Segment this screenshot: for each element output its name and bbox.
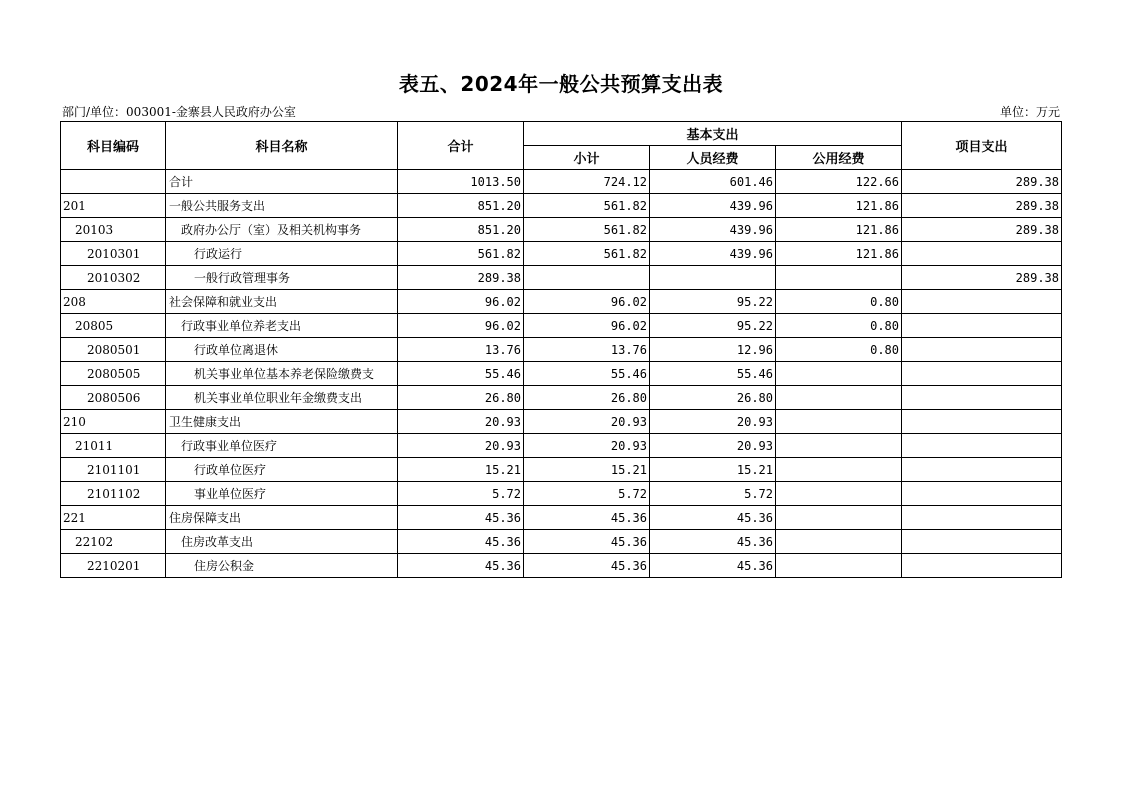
cell-public: 121.86 (776, 218, 902, 242)
table-row (61, 482, 1062, 506)
table-row (61, 338, 1062, 362)
cell-personnel (650, 266, 776, 290)
cell-personnel: 601.46 (650, 170, 776, 194)
cell-subtotal: 96.02 (524, 314, 650, 338)
table-row (61, 410, 1062, 434)
table-row (61, 362, 1062, 386)
cell-subtotal: 724.12 (524, 170, 650, 194)
cell-subtotal: 45.36 (524, 506, 650, 530)
cell-subtotal (524, 266, 650, 290)
cell-total: 5.72 (398, 482, 524, 506)
cell-public (776, 410, 902, 434)
cell-project (902, 242, 1062, 266)
cell-total: 20.93 (398, 410, 524, 434)
cell-code: 201 (61, 194, 166, 218)
cell-total: 851.20 (398, 218, 524, 242)
header-basic: 基本支出 (524, 122, 902, 146)
cell-name: 政府办公厅（室）及相关机构事务 (166, 218, 398, 242)
table-row (61, 554, 1062, 578)
cell-personnel: 12.96 (650, 338, 776, 362)
cell-total: 1013.50 (398, 170, 524, 194)
cell-total: 561.82 (398, 242, 524, 266)
cell-name: 住房改革支出 (166, 530, 398, 554)
cell-project (902, 338, 1062, 362)
cell-subtotal: 13.76 (524, 338, 650, 362)
cell-total: 13.76 (398, 338, 524, 362)
table-row (61, 314, 1062, 338)
cell-total: 55.46 (398, 362, 524, 386)
header-total: 合计 (398, 122, 524, 170)
table-row (61, 266, 1062, 290)
cell-name: 机关事业单位职业年金缴费支出 (166, 386, 398, 410)
header-project: 项目支出 (902, 122, 1062, 170)
cell-code: 2010302 (61, 266, 166, 290)
table-row (61, 386, 1062, 410)
cell-personnel: 26.80 (650, 386, 776, 410)
cell-total: 45.36 (398, 530, 524, 554)
cell-project (902, 410, 1062, 434)
cell-code: 22102 (61, 530, 166, 554)
department-unit-label: 部门/单位：003001-金寨县人民政府办公室 (62, 105, 296, 119)
cell-project (902, 290, 1062, 314)
cell-code: 2101102 (61, 482, 166, 506)
table-row (61, 290, 1062, 314)
cell-public (776, 362, 902, 386)
cell-public: 122.66 (776, 170, 902, 194)
cell-name: 卫生健康支出 (166, 410, 398, 434)
cell-code: 2080506 (61, 386, 166, 410)
cell-personnel: 45.36 (650, 554, 776, 578)
cell-name: 社会保障和就业支出 (166, 290, 398, 314)
cell-personnel: 439.96 (650, 218, 776, 242)
table-row (61, 242, 1062, 266)
cell-project (902, 386, 1062, 410)
cell-total: 45.36 (398, 554, 524, 578)
cell-personnel: 20.93 (650, 434, 776, 458)
cell-code: 2080501 (61, 338, 166, 362)
table-row (61, 530, 1062, 554)
cell-total: 20.93 (398, 434, 524, 458)
cell-code: 2101101 (61, 458, 166, 482)
cell-code: 2080505 (61, 362, 166, 386)
money-unit-label: 单位：万元 (999, 105, 1060, 119)
cell-name: 行政运行 (166, 242, 398, 266)
cell-code: 2010301 (61, 242, 166, 266)
header-public: 公用经费 (776, 146, 902, 170)
cell-code: 20103 (61, 218, 166, 242)
table-body (61, 170, 1062, 578)
cell-personnel: 95.22 (650, 314, 776, 338)
cell-subtotal: 96.02 (524, 290, 650, 314)
cell-name: 行政事业单位养老支出 (166, 314, 398, 338)
cell-name: 一般公共服务支出 (166, 194, 398, 218)
cell-public (776, 386, 902, 410)
cell-name: 事业单位医疗 (166, 482, 398, 506)
table-row (61, 170, 1062, 194)
table-row (61, 194, 1062, 218)
cell-public (776, 530, 902, 554)
header-personnel: 人员经费 (650, 146, 776, 170)
cell-public: 0.80 (776, 290, 902, 314)
cell-subtotal: 55.46 (524, 362, 650, 386)
cell-subtotal: 15.21 (524, 458, 650, 482)
cell-public: 121.86 (776, 194, 902, 218)
cell-subtotal: 45.36 (524, 530, 650, 554)
table-row (61, 218, 1062, 242)
cell-code: 20805 (61, 314, 166, 338)
document-title: 表五、2024年一般公共预算支出表 (398, 72, 724, 96)
table-row (61, 506, 1062, 530)
cell-personnel: 5.72 (650, 482, 776, 506)
cell-project: 289.38 (902, 266, 1062, 290)
cell-subtotal: 561.82 (524, 242, 650, 266)
cell-total: 26.80 (398, 386, 524, 410)
cell-total: 96.02 (398, 314, 524, 338)
cell-project (902, 458, 1062, 482)
cell-code (61, 170, 166, 194)
header-name: 科目名称 (166, 122, 398, 170)
cell-public: 0.80 (776, 314, 902, 338)
cell-project: 289.38 (902, 170, 1062, 194)
cell-subtotal: 5.72 (524, 482, 650, 506)
cell-code: 2210201 (61, 554, 166, 578)
cell-subtotal: 20.93 (524, 434, 650, 458)
header-subtotal: 小计 (524, 146, 650, 170)
cell-public (776, 506, 902, 530)
budget-table (60, 121, 1062, 578)
table-row (61, 434, 1062, 458)
cell-public: 0.80 (776, 338, 902, 362)
cell-code: 210 (61, 410, 166, 434)
cell-code: 208 (61, 290, 166, 314)
cell-project (902, 314, 1062, 338)
cell-total: 15.21 (398, 458, 524, 482)
cell-public (776, 554, 902, 578)
header-code: 科目编码 (61, 122, 166, 170)
cell-project (902, 362, 1062, 386)
cell-project (902, 530, 1062, 554)
cell-name: 行政单位医疗 (166, 458, 398, 482)
cell-public (776, 434, 902, 458)
cell-subtotal: 26.80 (524, 386, 650, 410)
cell-name: 机关事业单位基本养老保险缴费支 (166, 362, 398, 386)
table-row (61, 458, 1062, 482)
cell-public (776, 266, 902, 290)
cell-public (776, 458, 902, 482)
cell-subtotal: 45.36 (524, 554, 650, 578)
cell-subtotal: 20.93 (524, 410, 650, 434)
cell-personnel: 15.21 (650, 458, 776, 482)
cell-total: 289.38 (398, 266, 524, 290)
cell-project (902, 434, 1062, 458)
cell-project: 289.38 (902, 218, 1062, 242)
cell-project (902, 482, 1062, 506)
cell-name: 合计 (166, 170, 398, 194)
cell-personnel: 45.36 (650, 530, 776, 554)
cell-personnel: 439.96 (650, 242, 776, 266)
cell-name: 行政事业单位医疗 (166, 434, 398, 458)
cell-name: 行政单位离退休 (166, 338, 398, 362)
cell-total: 45.36 (398, 506, 524, 530)
cell-code: 221 (61, 506, 166, 530)
cell-personnel: 45.36 (650, 506, 776, 530)
cell-name: 住房保障支出 (166, 506, 398, 530)
cell-name: 住房公积金 (166, 554, 398, 578)
cell-total: 96.02 (398, 290, 524, 314)
cell-subtotal: 561.82 (524, 194, 650, 218)
cell-code: 21011 (61, 434, 166, 458)
cell-personnel: 20.93 (650, 410, 776, 434)
cell-project (902, 506, 1062, 530)
cell-personnel: 439.96 (650, 194, 776, 218)
cell-personnel: 55.46 (650, 362, 776, 386)
cell-public: 121.86 (776, 242, 902, 266)
cell-project (902, 554, 1062, 578)
cell-personnel: 95.22 (650, 290, 776, 314)
cell-public (776, 482, 902, 506)
cell-total: 851.20 (398, 194, 524, 218)
cell-subtotal: 561.82 (524, 218, 650, 242)
cell-name: 一般行政管理事务 (166, 266, 398, 290)
cell-project: 289.38 (902, 194, 1062, 218)
